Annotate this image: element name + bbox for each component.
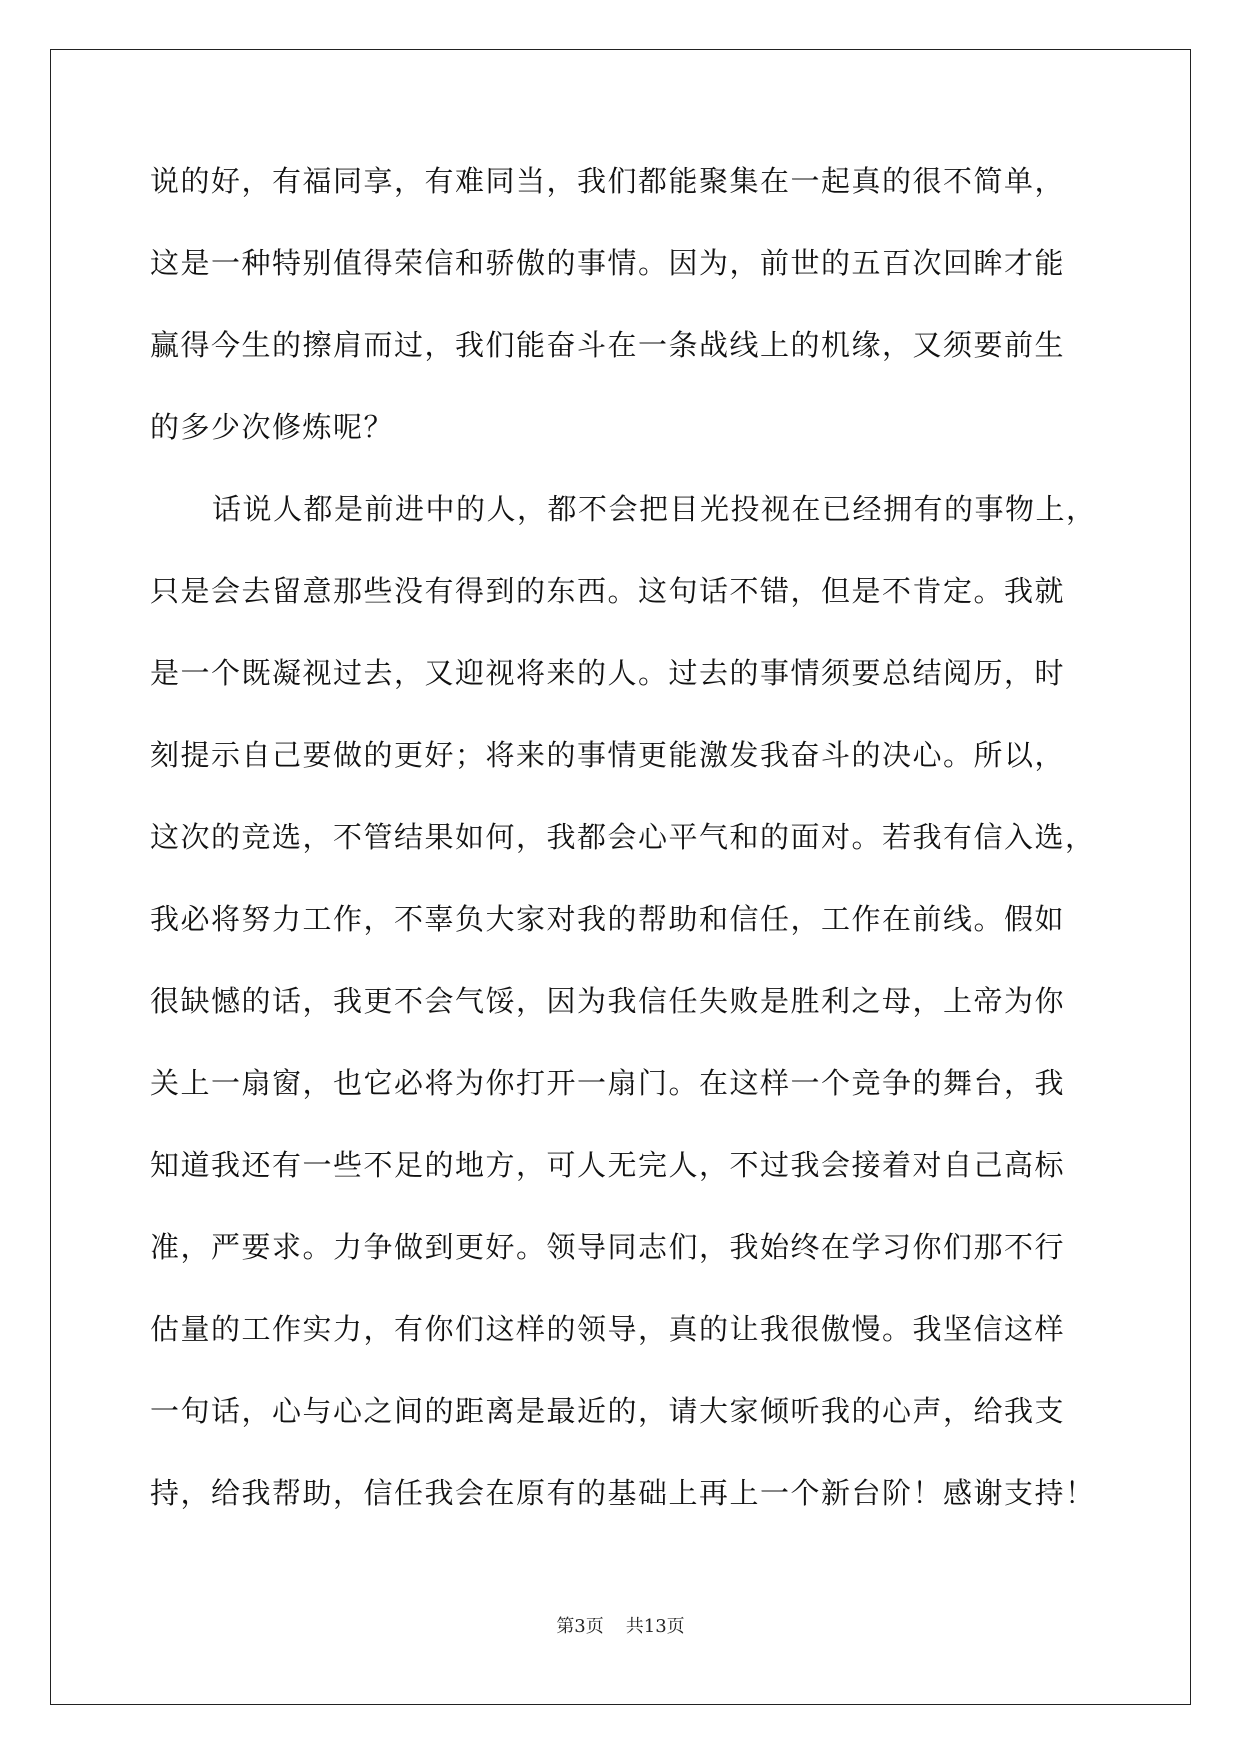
page-number: 第3页 [556,1616,604,1637]
text-line: 只是会去留意那些没有得到的东西。这句话不错，但是不肯定。我就 [150,574,1066,608]
page-total: 共13页 [625,1616,685,1637]
text-line: 刻提示自己要做的更好；将来的事情更能激发我奋斗的决心。所以， [150,738,1066,772]
text-line: 这是一种特别值得荣信和骄傲的事情。因为，前世的五百次回眸才能 [150,246,1066,280]
text-line: 一句话，心与心之间的距离是最近的，请大家倾听我的心声，给我支 [150,1394,1066,1428]
text-line: 准，严要求。力争做到更好。领导同志们，我始终在学习你们那不行 [150,1230,1066,1264]
text-line: 持，给我帮助，信任我会在原有的基础上再上一个新台阶！感谢支持！ [150,1476,1096,1510]
text-line: 说的好，有福同享，有难同当，我们都能聚集在一起真的很不简单， [150,164,1066,198]
text-line: 是一个既凝视过去，又迎视将来的人。过去的事情须要总结阅历，时 [150,656,1066,690]
text-line: 知道我还有一些不足的地方，可人无完人，不过我会接着对自己高标 [150,1148,1066,1182]
text-line: 关上一扇窗，也它必将为你打开一扇门。在这样一个竞争的舞台，我 [150,1066,1066,1100]
paragraph-2 [150,468,1095,1534]
page-footer [0,1612,1241,1638]
text-line: 话说人都是前进中的人，都不会把目光投视在已经拥有的事物上， [212,492,1097,526]
text-line: 赢得今生的擦肩而过，我们能奋斗在一条战线上的机缘，又须要前生 [150,328,1066,362]
text-line: 这次的竞选，不管结果如何，我都会心平气和的面对。若我有信入选， [150,820,1096,854]
document-body [150,140,1095,1534]
text-line: 我必将努力工作，不辜负大家对我的帮助和信任，工作在前线。假如 [150,902,1066,936]
text-line: 的多少次修炼呢？ [150,410,395,444]
text-line: 很缺憾的话，我更不会气馁，因为我信任失败是胜利之母，上帝为你 [150,984,1066,1018]
text-line: 估量的工作实力，有你们这样的领导，真的让我很傲慢。我坚信这样 [150,1312,1066,1346]
paragraph-1 [150,140,1095,468]
